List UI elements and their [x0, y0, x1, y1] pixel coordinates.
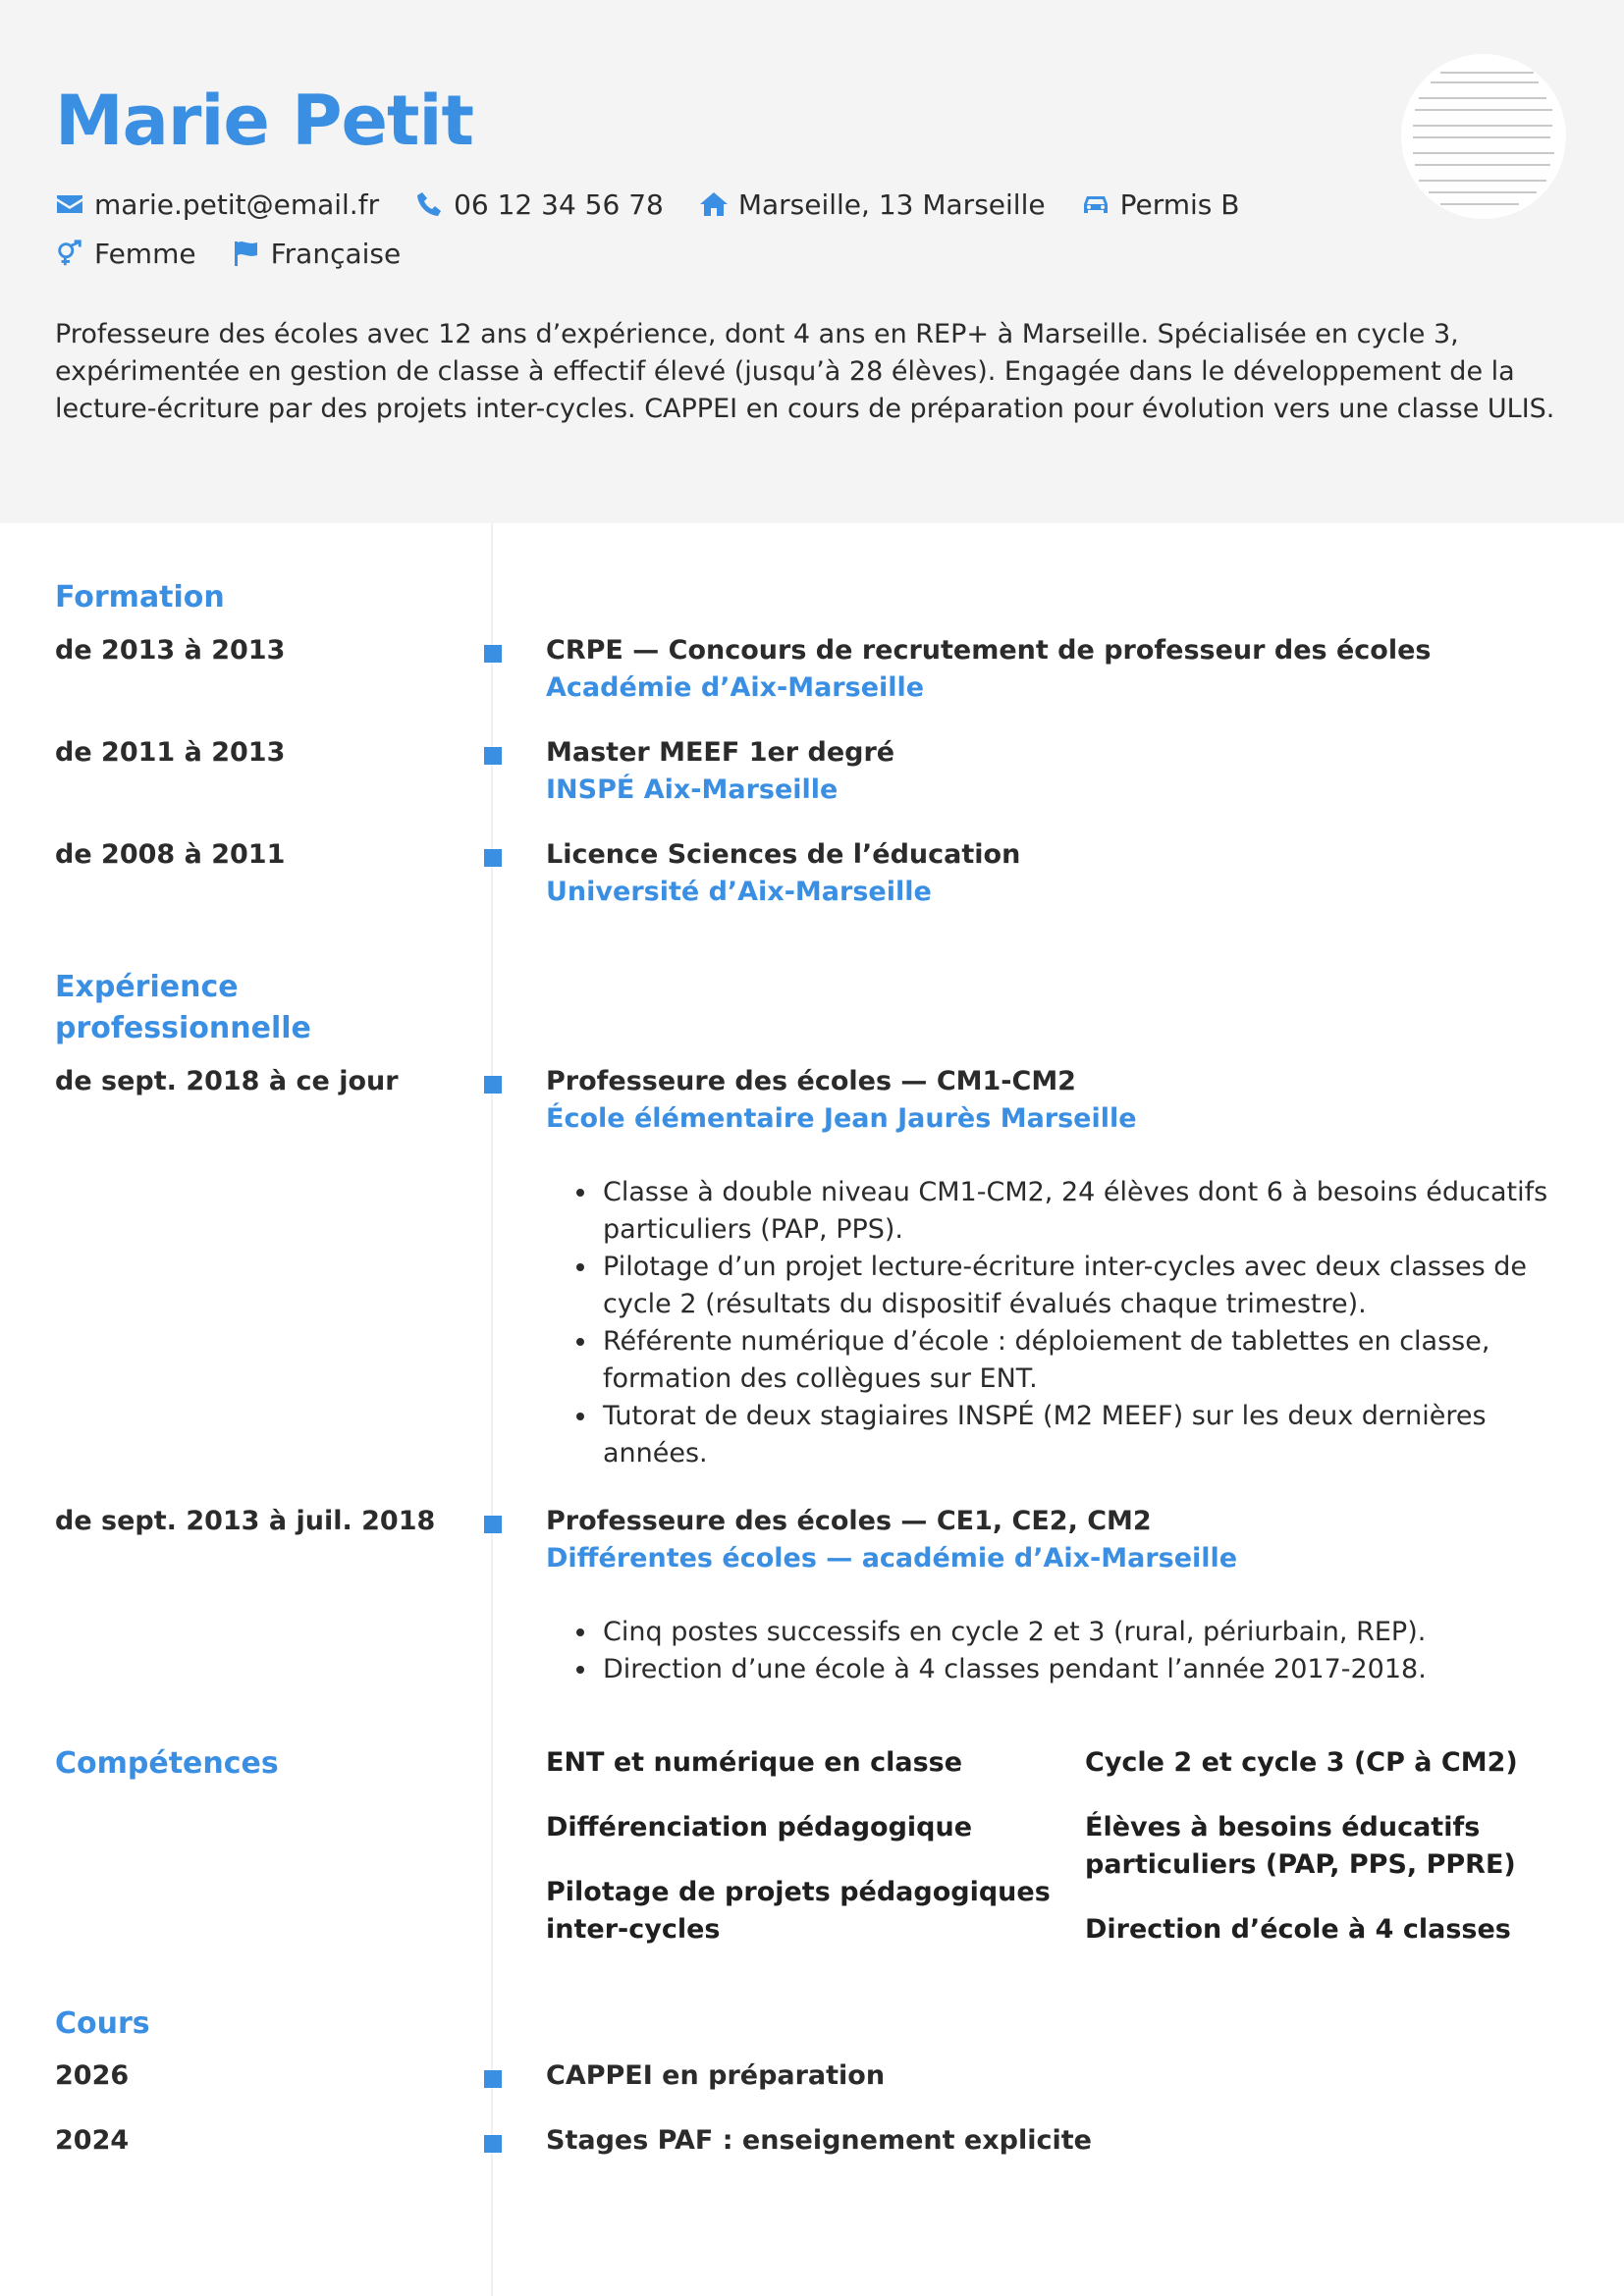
- contact-list: [55, 188, 1410, 269]
- header: [0, 0, 1624, 523]
- contact-address: [699, 188, 1046, 220]
- formation-title: Licence Sciences de l’éducation: [546, 839, 1021, 870]
- section-title-skills: Compétences: [55, 1746, 279, 1781]
- experience-bullets: [599, 1174, 1581, 1472]
- section-title-formation: Formation: [55, 580, 225, 614]
- skill-item: ENT et numérique en classe: [546, 1747, 963, 1778]
- contact-phone-text: 06 12 34 56 78: [454, 187, 664, 221]
- contact-nationality: [232, 238, 402, 269]
- course-title: Stages PAF : enseignement explicite: [546, 2125, 1092, 2156]
- contact-email[interactable]: [55, 188, 379, 220]
- home-icon: [699, 190, 729, 218]
- list-item: • Tutorat de deux stagiaires INSPÉ (M2 MEEF) sur les deux dernières années.: [599, 1398, 1581, 1472]
- course-title: CAPPEI en préparation: [546, 2060, 886, 2091]
- timeline-marker: [484, 849, 502, 867]
- experience-title: Professeure des écoles — CE1, CE2, CM2: [546, 1506, 1152, 1536]
- formation-institution: Université d’Aix-Marseille: [546, 877, 932, 907]
- contact-nationality-text: Française: [270, 237, 402, 270]
- list-item: • Classe à double niveau CM1-CM2, 24 élèves dont 6 à besoins éducatifs particuliers (PAP, PPS).: [599, 1174, 1581, 1249]
- skill-item: Pilotage de projets pédagogiques inter-cycles: [546, 1877, 1051, 1945]
- course-date: 2024: [55, 2125, 130, 2156]
- skill-item: Direction d’école à 4 classes: [1085, 1914, 1511, 1945]
- timeline-marker: [484, 645, 502, 663]
- skill-item: Élèves à besoins éducatifs particuliers (PAP, PPS, PPRE): [1085, 1812, 1516, 1880]
- candidate-name: Marie Petit: [55, 80, 473, 161]
- formation-date: de 2008 à 2011: [55, 839, 286, 870]
- contact-license-text: Permis B: [1119, 187, 1240, 221]
- formation-institution: INSPÉ Aix-Marseille: [546, 774, 839, 805]
- timeline-marker: [484, 2070, 502, 2088]
- formation-date: de 2011 à 2013: [55, 737, 286, 768]
- list-item: • Cinq postes successifs en cycle 2 et 3 (rural, périurbain, REP).: [599, 1614, 1581, 1651]
- envelope-icon: [55, 190, 84, 218]
- profile-photo: [1401, 54, 1566, 219]
- course-date: 2026: [55, 2060, 130, 2091]
- experience-employer: École élémentaire Jean Jaurès Marseille: [546, 1103, 1137, 1134]
- experience-employer: Différentes écoles — académie d’Aix-Marseille: [546, 1543, 1238, 1574]
- contact-address-text: Marseille, 13 Marseille: [737, 187, 1046, 221]
- contact-license: [1081, 188, 1240, 220]
- profile-summary: Professeure des écoles avec 12 ans d’expérience, dont 4 ans en REP+ à Marseille. Spécialisée en cycle 3, expérimentée en gestion de classe à effectif élevé (jusqu’à 28 élèves). Engagée dans le développement de la lecture-écriture par des projets inter-cycles. CAPPEI en cours de préparation pour évolution vers une classe ULIS.: [55, 319, 1555, 424]
- list-item: • Direction d’une école à 4 classes pendant l’année 2017-2018.: [599, 1651, 1581, 1688]
- formation-title: Master MEEF 1er degré: [546, 737, 895, 768]
- contact-gender: [55, 238, 196, 269]
- timeline-marker: [484, 747, 502, 765]
- timeline-marker: [484, 1076, 502, 1094]
- car-icon: [1081, 190, 1110, 218]
- list-item: • Référente numérique d’école : déploiement de tablettes en classe, formation des collègues sur ENT.: [599, 1323, 1581, 1398]
- timeline-marker: [484, 2135, 502, 2153]
- formation-date: de 2013 à 2013: [55, 635, 286, 666]
- gender-icon: [55, 240, 84, 267]
- experience-title: Professeure des écoles — CM1-CM2: [546, 1066, 1076, 1096]
- contact-phone[interactable]: [414, 188, 664, 220]
- timeline-marker: [484, 1516, 502, 1533]
- skill-item: Différenciation pédagogique: [546, 1812, 973, 1842]
- experience-date: de sept. 2018 à ce jour: [55, 1066, 399, 1096]
- experience-bullets: [599, 1614, 1581, 1688]
- formation-title: CRPE — Concours de recrutement de professeur des écoles: [546, 635, 1432, 666]
- timeline-divider: [491, 523, 493, 2296]
- formation-institution: Académie d’Aix-Marseille: [546, 672, 925, 703]
- contact-gender-text: Femme: [94, 237, 196, 270]
- contact-email-text: marie.petit@email.fr: [94, 187, 380, 221]
- section-title-experience: Expérience professionnelle: [55, 970, 311, 1045]
- phone-icon: [414, 190, 444, 218]
- skill-item: Cycle 2 et cycle 3 (CP à CM2): [1085, 1747, 1518, 1778]
- section-title-courses: Cours: [55, 2006, 150, 2041]
- list-item: • Pilotage d’un projet lecture-écriture inter-cycles avec deux classes de cycle 2 (résultats du dispositif évalués chaque trimestre).: [599, 1249, 1581, 1323]
- flag-icon: [232, 240, 261, 267]
- experience-date: de sept. 2013 à juil. 2018: [55, 1506, 436, 1536]
